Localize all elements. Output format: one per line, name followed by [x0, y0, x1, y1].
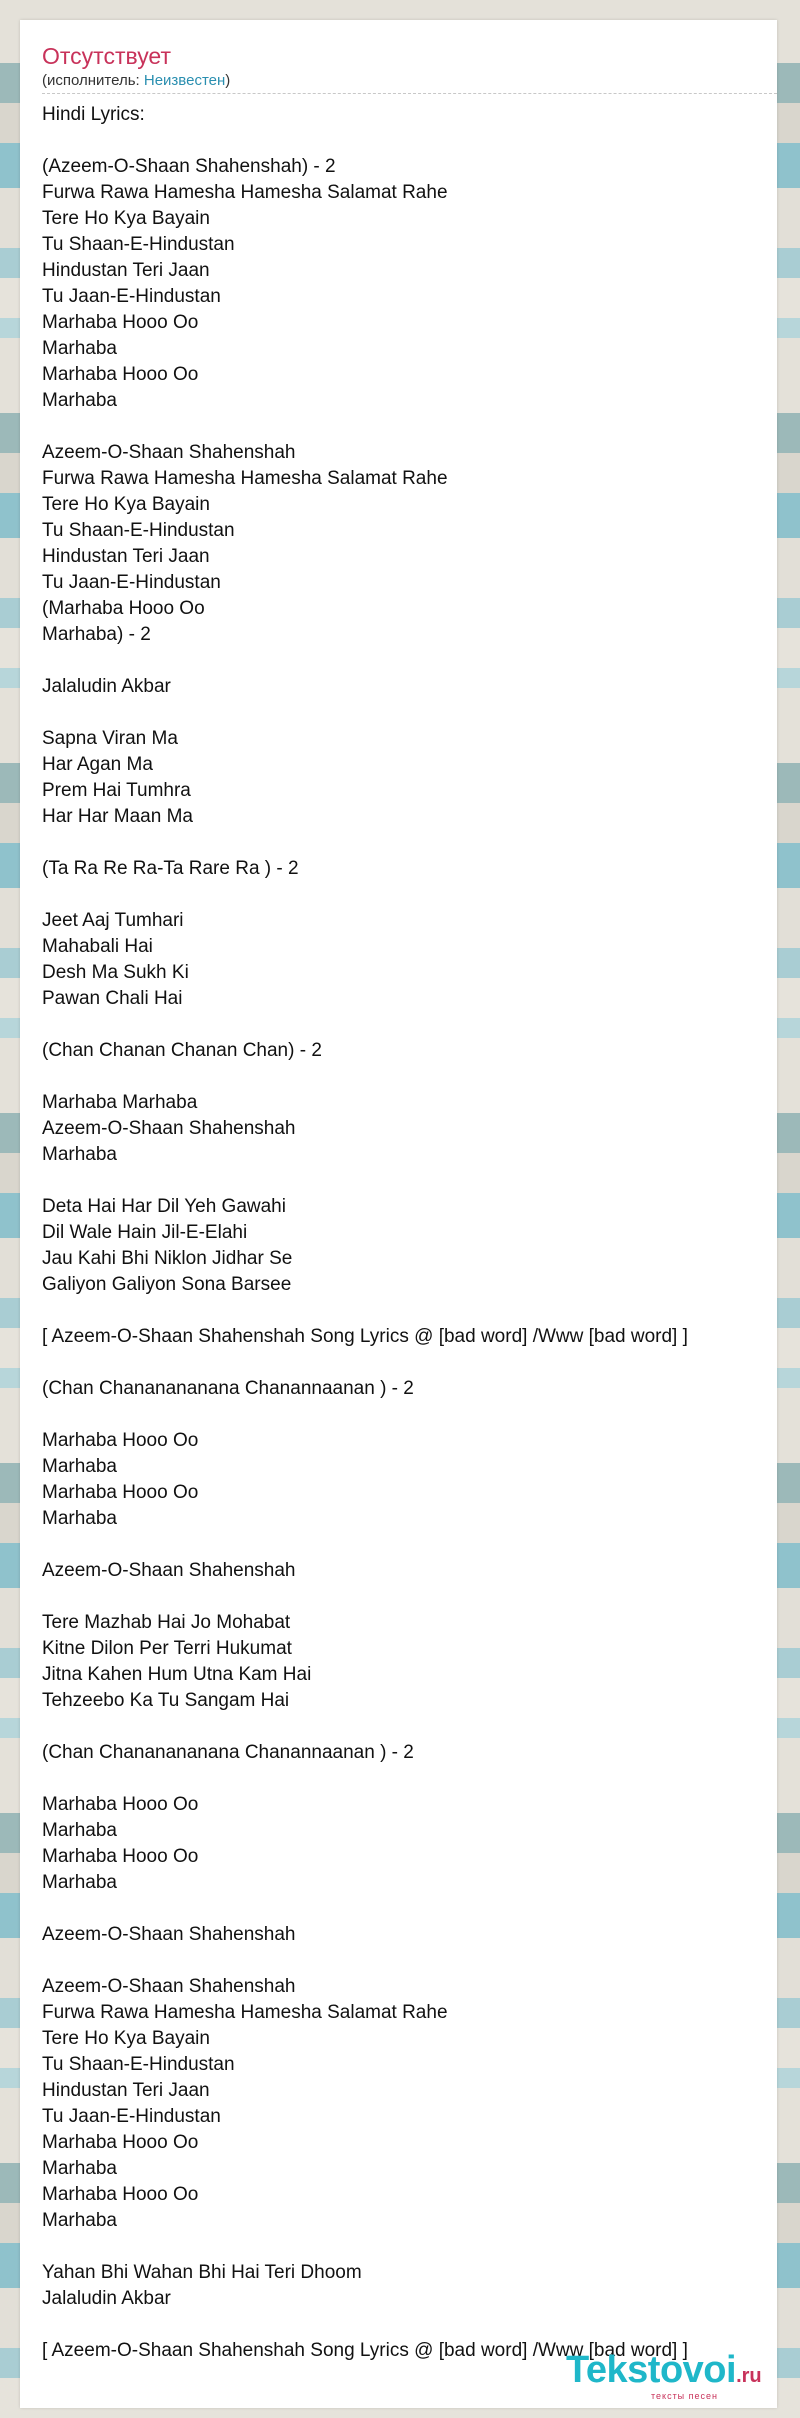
lyric-line: [42, 1012, 772, 1038]
lyric-line: Marhaba: [42, 1456, 117, 1477]
lyric-line: Pawan Chali Hai: [42, 988, 183, 1009]
lyric-line: [42, 1714, 772, 1740]
lyric-line: Azeem-O-Shaan Shahenshah: [42, 1118, 296, 1139]
artist-prefix: (исполнитель:: [42, 72, 144, 89]
lyric-line: Marhaba Hooo Oo: [42, 1794, 199, 1815]
lyric-line: Tu Shaan-E-Hindustan: [42, 520, 235, 541]
lyric-line: Marhaba Hooo Oo: [42, 2184, 199, 2205]
lyric-line: Marhaba Hooo Oo: [42, 1846, 199, 1867]
lyric-line: Marhaba: [42, 1820, 117, 1841]
lyric-line: Hindustan Teri Jaan: [42, 546, 210, 567]
lyric-line: (Azeem-O-Shaan Shahenshah) - 2: [42, 156, 336, 177]
lyric-line: Kitne Dilon Per Terri Hukumat: [42, 1638, 292, 1659]
site-logo[interactable]: [566, 2350, 762, 2396]
lyric-line: Jalaludin Akbar: [42, 676, 171, 697]
header-divider: [42, 93, 777, 94]
lyric-line: Marhaba: [42, 1872, 117, 1893]
artist-line: [42, 71, 230, 91]
lyric-line: [ Azeem-O-Shaan Shahenshah Song Lyrics @ [bad word] /Www [bad word] ]: [42, 1326, 688, 1347]
lyric-line: Prem Hai Tumhra: [42, 780, 191, 801]
lyric-line: Marhaba Hooo Oo: [42, 312, 199, 333]
lyric-line: Furwa Rawa Hamesha Hamesha Salamat Rahe: [42, 182, 448, 203]
lyric-line: Jau Kahi Bhi Niklon Jidhar Se: [42, 1248, 293, 1269]
lyric-line: [42, 1532, 772, 1558]
logo-tld: .ru: [736, 2365, 762, 2387]
lyric-line: (Chan Chanan Chanan Chan) - 2: [42, 1040, 322, 1061]
lyric-line: [42, 1584, 772, 1610]
lyric-line: Deta Hai Har Dil Yeh Gawahi: [42, 1196, 286, 1217]
lyric-line: Marhaba Hooo Oo: [42, 364, 199, 385]
lyric-line: [42, 2312, 772, 2338]
lyric-line: Marhaba: [42, 2210, 117, 2231]
lyric-line: Tere Ho Kya Bayain: [42, 208, 210, 229]
lyric-line: Marhaba Marhaba: [42, 1092, 198, 1113]
lyric-line: Tu Shaan-E-Hindustan: [42, 2054, 235, 2075]
lyric-line: (Chan Chananananana Chanannaanan ) - 2: [42, 1742, 414, 1763]
lyric-line: [42, 648, 772, 674]
lyrics-card: [20, 20, 777, 2408]
lyric-line: Desh Ma Sukh Ki: [42, 962, 189, 983]
lyric-line: Hindi Lyrics:: [42, 104, 145, 125]
lyric-line: Furwa Rawa Hamesha Hamesha Salamat Rahe: [42, 468, 448, 489]
lyric-line: Marhaba: [42, 2158, 117, 2179]
lyric-line: (Ta Ra Re Ra-Ta Rare Ra ) - 2: [42, 858, 299, 879]
lyric-line: Galiyon Galiyon Sona Barsee: [42, 1274, 292, 1295]
lyric-line: [42, 830, 772, 856]
lyric-line: [ Azeem-O-Shaan Shahenshah Song Lyrics @ [bad word] /Www [bad word] ]: [42, 2340, 688, 2361]
lyric-line: (Chan Chananananana Chanannaanan ) - 2: [42, 1378, 414, 1399]
lyric-line: Tu Jaan-E-Hindustan: [42, 572, 221, 593]
lyric-line: [42, 1948, 772, 1974]
lyric-line: Marhaba Hooo Oo: [42, 1482, 199, 1503]
lyric-line: Azeem-O-Shaan Shahenshah: [42, 442, 296, 463]
lyric-line: Yahan Bhi Wahan Bhi Hai Teri Dhoom: [42, 2262, 362, 2283]
lyric-line: [42, 414, 772, 440]
lyric-line: [42, 700, 772, 726]
lyric-line: Dil Wale Hain Jil-E-Elahi: [42, 1222, 248, 1243]
lyric-line: Tu Jaan-E-Hindustan: [42, 286, 221, 307]
lyric-line: Sapna Viran Ma: [42, 728, 178, 749]
logo-tagline: тексты песен: [651, 2391, 719, 2401]
lyric-line: [42, 1168, 772, 1194]
lyric-line: [42, 128, 772, 154]
logo-name: Tekstovoi: [566, 2349, 737, 2391]
lyric-line: Marhaba: [42, 390, 117, 411]
lyric-line: [42, 1064, 772, 1090]
lyric-line: [42, 2234, 772, 2260]
lyric-line: Azeem-O-Shaan Shahenshah: [42, 1976, 296, 1997]
lyric-line: Marhaba: [42, 338, 117, 359]
lyrics-text: [42, 102, 772, 2364]
lyric-line: Marhaba: [42, 1144, 117, 1165]
lyric-line: Marhaba Hooo Oo: [42, 2132, 199, 2153]
lyric-line: Tere Ho Kya Bayain: [42, 2028, 210, 2049]
lyric-line: Hindustan Teri Jaan: [42, 2080, 210, 2101]
lyric-line: Har Har Maan Ma: [42, 806, 193, 827]
artist-link[interactable]: Неизвестен: [143, 72, 226, 89]
lyric-line: Marhaba Hooo Oo: [42, 1430, 199, 1451]
lyric-line: [42, 1402, 772, 1428]
lyric-line: [42, 1766, 772, 1792]
lyric-line: Jitna Kahen Hum Utna Kam Hai: [42, 1664, 312, 1685]
lyric-line: Tu Jaan-E-Hindustan: [42, 2106, 221, 2127]
lyric-line: Azeem-O-Shaan Shahenshah: [42, 1560, 296, 1581]
lyric-line: Tere Mazhab Hai Jo Mohabat: [42, 1612, 291, 1633]
lyric-line: Tu Shaan-E-Hindustan: [42, 234, 235, 255]
lyric-line: Marhaba) - 2: [42, 624, 151, 645]
lyric-line: Jalaludin Akbar: [42, 2288, 171, 2309]
lyric-line: [42, 882, 772, 908]
lyric-line: (Marhaba Hooo Oo: [42, 598, 205, 619]
artist-suffix: ): [225, 72, 231, 89]
lyric-line: [42, 1350, 772, 1376]
lyric-line: [42, 1298, 772, 1324]
lyric-line: Furwa Rawa Hamesha Hamesha Salamat Rahe: [42, 2002, 448, 2023]
lyric-line: Marhaba: [42, 1508, 117, 1529]
lyric-line: Azeem-O-Shaan Shahenshah: [42, 1924, 296, 1945]
lyric-line: Tere Ho Kya Bayain: [42, 494, 210, 515]
song-title: Отсутствует: [42, 43, 171, 69]
lyric-line: Hindustan Teri Jaan: [42, 260, 210, 281]
lyric-line: Har Agan Ma: [42, 754, 153, 775]
lyric-line: Mahabali Hai: [42, 936, 153, 957]
lyric-line: Tehzeebo Ka Tu Sangam Hai: [42, 1690, 290, 1711]
lyric-line: Jeet Aaj Tumhari: [42, 910, 184, 931]
lyric-line: [42, 1896, 772, 1922]
